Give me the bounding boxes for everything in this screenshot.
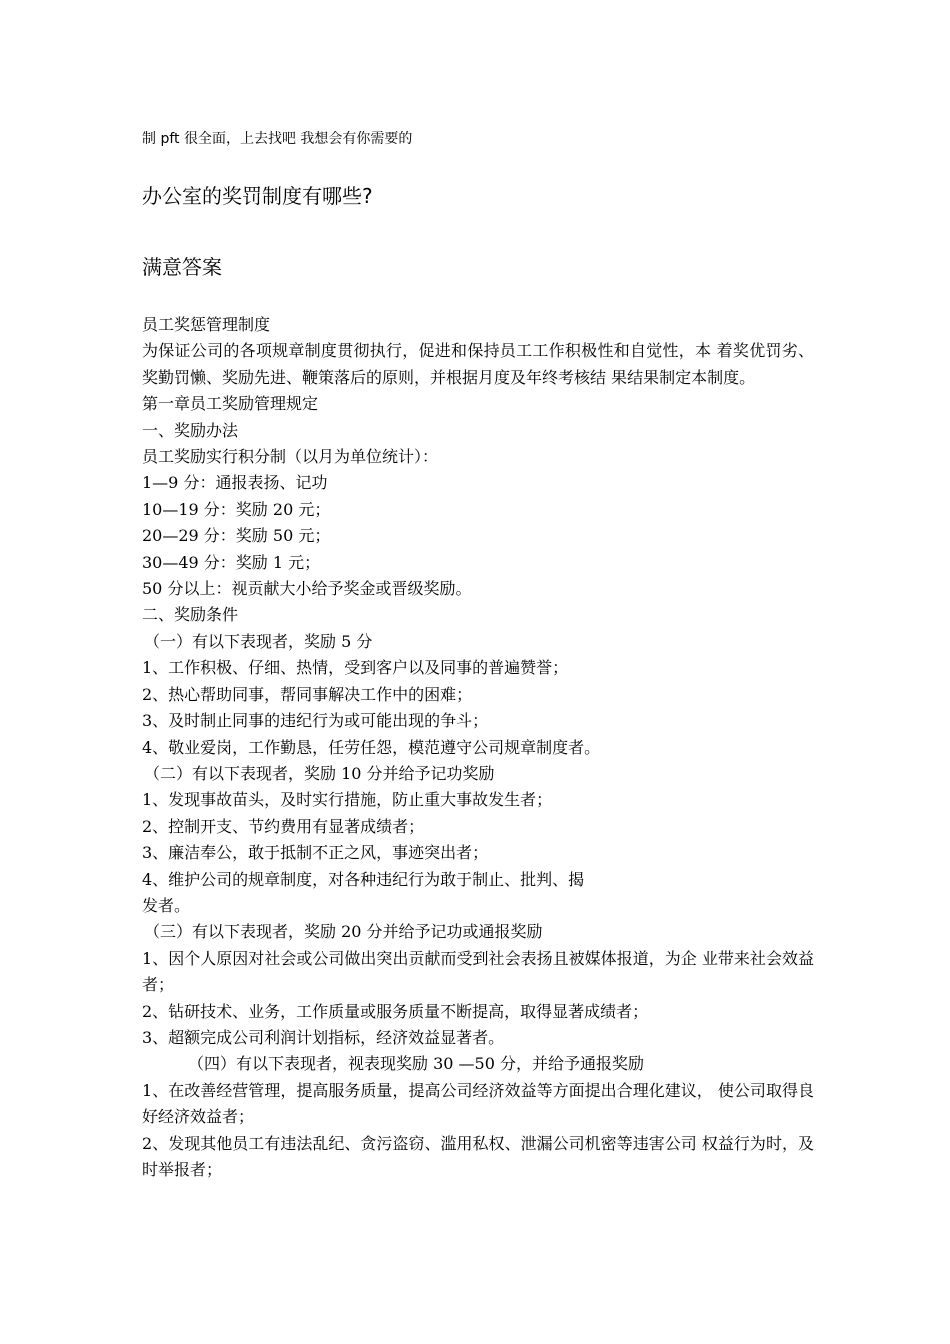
question-title: 办公室的奖罚制度有哪些?	[142, 184, 373, 208]
list-item: 2、钻研技术、业务，工作质量或服务质量不断提高，取得显著成绩者；	[142, 1001, 649, 1021]
score-rule: 20—29 分：奖励 50 元；	[142, 526, 331, 546]
list-item: 1、因个人原因对社会或公司做出突出贡献而受到社会表扬且被媒体报道，为企 业带来社会效益者；	[142, 948, 814, 995]
intro-text: 制 pft 很全面，上去找吧 我想会有你需要的	[142, 131, 413, 147]
subsection-title: 二、奖励条件	[142, 605, 239, 625]
list-item: 3、及时制止同事的违纪行为或可能出现的争斗；	[142, 711, 489, 731]
score-rule: 10—19 分：奖励 20 元；	[142, 499, 331, 519]
list-item: 2、热心帮助同事，帮同事解决工作中的困难；	[142, 684, 473, 704]
paragraph-purpose: 为保证公司的各项规章制度贯彻执行，促进和保持员工工作积极性和自觉性，本 着奖优罚劣、奖勤罚懒、奖励先进、鞭策落后的原则，并根据月度及年终考核结 果结果制定本制度。	[142, 341, 814, 387]
score-rule: 50 分以上：视贡献大小给予奖金或晋级奖励。	[142, 579, 472, 599]
score-rule: 1—9 分：通报表扬、记功	[142, 473, 328, 493]
list-item: 1、发现事故苗头，及时实行措施，防止重大事故发生者；	[142, 790, 553, 810]
list-item: 2、发现其他员工有违法乱纪、贪污盗窃、滥用私权、泄漏公司机密等违害公司 权益行为时，及时举报者；	[142, 1133, 814, 1179]
answer-body	[142, 312, 814, 1183]
list-item: 1、在改善经营管理，提高服务质量，提高公司经济效益等方面提出合理化建议， 使公司取得良好经济效益者；	[142, 1080, 814, 1127]
list-item: 3、廉洁奉公，敢于抵制不正之风，事迹突出者；	[142, 843, 489, 863]
subsection-title: 一、奖励办法	[142, 420, 239, 440]
list-item: 2、控制开支、节约费用有显著成绩者；	[142, 816, 425, 836]
condition-group-title: （一）有以下表现者，奖励 5 分	[144, 631, 373, 651]
list-item-continuation: 发者。	[142, 895, 191, 915]
list-item: 4、敬业爱岗，工作勤恳，任劳任怨，模范遵守公司规章制度者。	[142, 737, 601, 757]
condition-group-title: （二）有以下表现者，奖励 10 分并给予记功奖励	[144, 763, 495, 783]
answer-heading: 满意答案	[142, 255, 222, 279]
list-item: 3、超额完成公司利润计划指标，经济效益显著者。	[142, 1027, 505, 1047]
condition-group-title: （三）有以下表现者，奖励 20 分并给予记功或通报奖励	[144, 922, 543, 942]
condition-group-title: （四）有以下表现者，视表现奖励 30 —50 分，并给予通报奖励	[188, 1054, 644, 1074]
section-title: 员工奖惩管理制度	[142, 315, 271, 334]
score-rule: 30—49 分：奖励 1 元；	[142, 552, 321, 572]
paragraph-line: 员工奖励实行积分制（以月为单位统计）：	[142, 447, 439, 467]
list-item: 4、维护公司的规章制度，对各种违纪行为敢于制止、批判、揭	[142, 869, 585, 889]
chapter-title: 第一章员工奖励管理规定	[142, 394, 319, 414]
list-item: 1、工作积极、仔细、热情，受到客户以及同事的普遍赞誉；	[142, 658, 569, 678]
